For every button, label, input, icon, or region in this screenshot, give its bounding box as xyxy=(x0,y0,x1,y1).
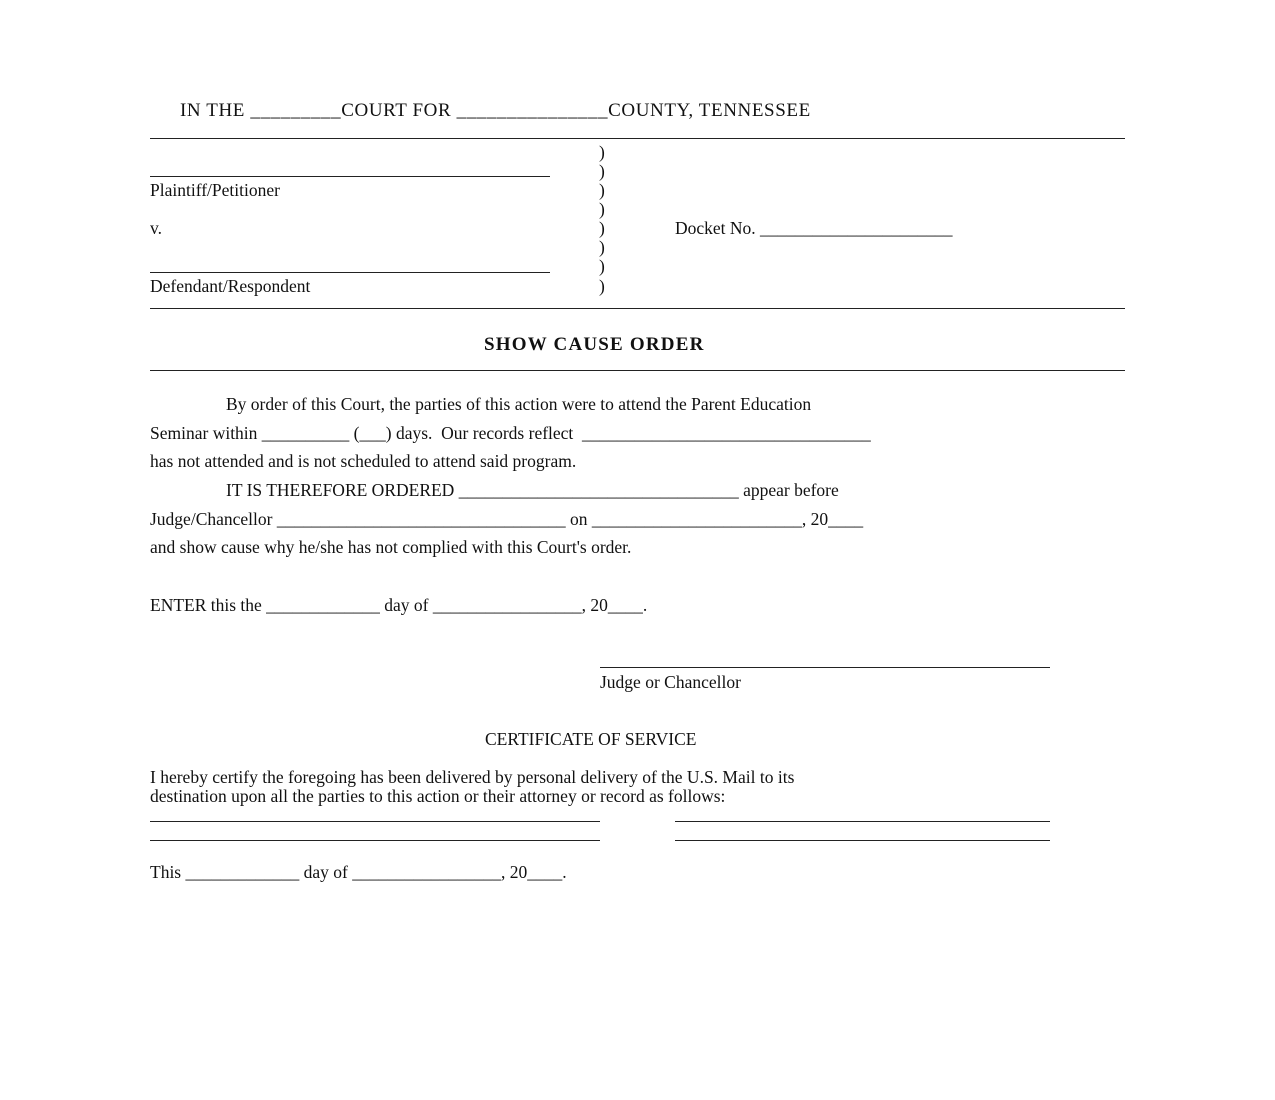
court-heading: IN THE _________COURT FOR _______________COUNTY, TENNESSEE xyxy=(180,100,811,121)
body-line-3: has not attended and is not scheduled to attend said program. xyxy=(150,451,577,471)
certificate-line-1: I hereby certify the foregoing has been delivered by personal delivery of the U.S. Mail to its xyxy=(150,767,795,787)
enter-line: ENTER this the _____________ day of _________________, 20____. xyxy=(150,595,648,615)
plaintiff-label: Plaintiff/Petitioner xyxy=(150,180,280,200)
body-line-2: Seminar within __________ (___) days. Our records reflect _________________________________ xyxy=(150,423,871,443)
service-party-line[interactable] xyxy=(675,821,1050,822)
body-line-5: Judge/Chancellor _________________________________ on ________________________, 20____ xyxy=(150,509,864,529)
defendant-label: Defendant/Respondent xyxy=(150,276,311,296)
certificate-line-2: destination upon all the parties to this action or their attorney or record as follows: xyxy=(150,786,726,806)
body-line-6: and show cause why he/she has not complied with this Court's order. xyxy=(150,537,632,557)
caption-bracket: ) xyxy=(599,237,605,257)
service-party-line[interactable] xyxy=(150,840,600,841)
caption-bottom-divider xyxy=(150,308,1125,309)
certificate-date-line: This _____________ day of _________________, 20____. xyxy=(150,862,567,882)
service-party-line[interactable] xyxy=(150,821,600,822)
service-party-line[interactable] xyxy=(675,840,1050,841)
caption-bracket: ) xyxy=(599,276,605,296)
judge-label: Judge or Chancellor xyxy=(600,672,741,692)
caption-bracket: ) xyxy=(599,142,605,162)
certificate-title: CERTIFICATE OF SERVICE xyxy=(485,729,697,749)
title-divider xyxy=(150,370,1125,371)
versus-label: v. xyxy=(150,218,162,238)
caption-bracket: ) xyxy=(599,161,605,181)
top-divider xyxy=(150,138,1125,139)
defendant-name-line[interactable] xyxy=(150,272,550,273)
docket-number[interactable]: Docket No. ______________________ xyxy=(675,218,953,238)
caption-bracket: ) xyxy=(599,218,605,238)
judge-signature-line[interactable] xyxy=(600,667,1050,668)
body-line-4: IT IS THEREFORE ORDERED ________________________________ appear before xyxy=(226,480,839,500)
caption-bracket: ) xyxy=(599,199,605,219)
body-line-1: By order of this Court, the parties of this action were to attend the Parent Education xyxy=(226,394,812,414)
caption-bracket: ) xyxy=(599,256,605,276)
plaintiff-name-line[interactable] xyxy=(150,176,550,177)
caption-bracket: ) xyxy=(599,180,605,200)
order-title: SHOW CAUSE ORDER xyxy=(484,334,705,355)
